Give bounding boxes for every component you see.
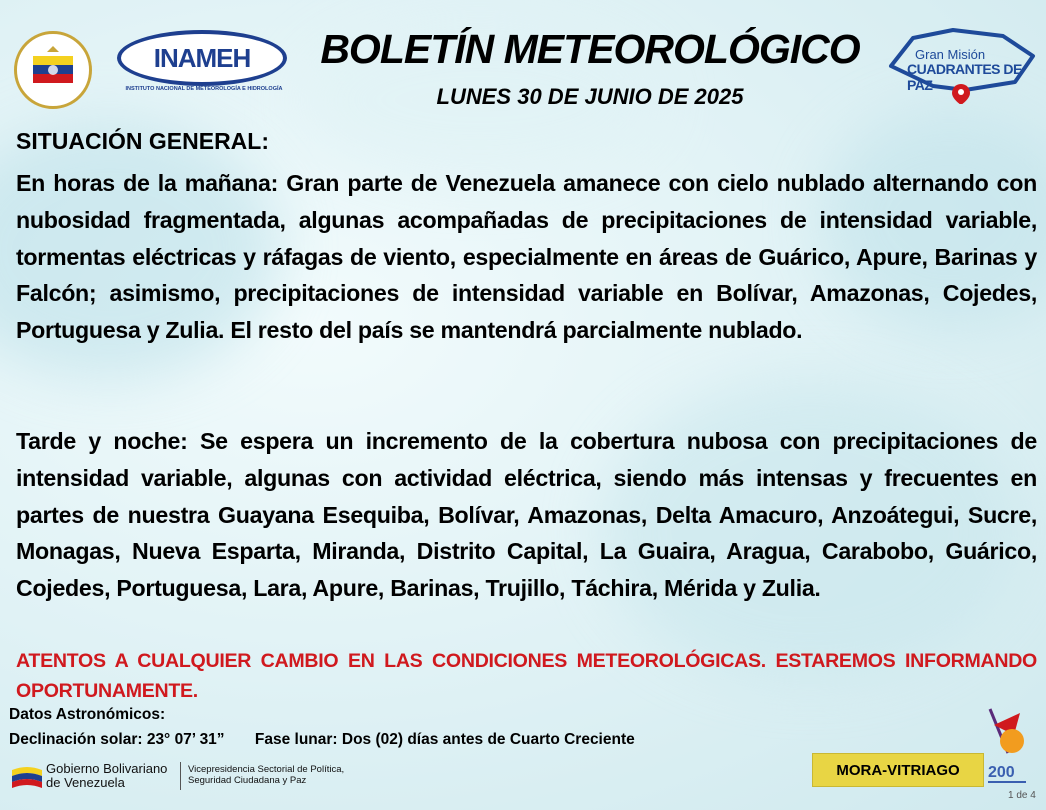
mision-cuadrantes-logo: [883, 26, 1043, 104]
astronomy-data: [9, 731, 635, 749]
evening-forecast: Tarde y noche: Se espera un incremento de la cobertura nubosa con precipitaciones de intensidad variable, algunas con actividad eléctrica, siendo más intensas y frecuentes en partes de nuestra Guayana Esequiba, Bolívar, Amazonas, Delta Amacuro, Anzoátegui, Sucre, Monagas, Nueva Esparta, Miranda, Distrito Capital, La Guaira, Aragua, Carabobo, Guárico, Cojedes, Portuguesa, Lara, Apure, Barinas, Trujillo, Táchira, Mérida y Zulia.: [16, 428, 1037, 602]
morning-forecast: En horas de la mañana: Gran parte de Venezuela amanece con cielo nublado alternando con nubosidad fragmentada, algunas acompañadas de precipitaciones de intensidad variable, tormentas eléctricas y ráfagas de viento, especialmente en áreas de Guárico, Apure, Barinas y Falcón; asimismo, precipitaciones de intensidad variable en Bolívar, Amazonas, Cojedes, Portuguesa y Zulia. El resto del país se mantendrá parcialmente nublado.: [16, 170, 1037, 344]
divider: [180, 762, 181, 790]
svg-text:200: 200: [988, 764, 1015, 781]
government-name: Gobierno Bolivariano de Venezuela: [46, 761, 168, 790]
page-title: BOLETÍN METEOROLÓGICO: [320, 26, 860, 72]
bicentennial-logo-icon: [984, 705, 1030, 795]
solar-declination: Declinación solar: 23° 07’ 31”: [9, 731, 225, 748]
alert-message: ATENTOS A CUALQUIER CAMBIO EN LAS CONDICIONES METEOROLÓGICAS. ESTAREMOS INFORMANDO OPORTUNAMENTE.: [16, 650, 1037, 702]
vicepresidency-name: Vicepresidencia Sectorial de Política, Seguridad Ciudadana y Paz: [188, 764, 345, 786]
section-heading: SITUACIÓN GENERAL:: [16, 128, 269, 154]
author-badge: MORA-VITRIAGO: [812, 753, 984, 787]
inameh-logo: [117, 30, 287, 86]
mision-line1: Gran Misión: [915, 47, 986, 62]
mision-line2: CUADRANTES DE PAZ: [907, 61, 1022, 93]
bulletin-date: LUNES 30 DE JUNIO DE 2025: [436, 84, 744, 109]
inameh-subtitle: INSTITUTO NACIONAL DE METEOROLOGÍA E HIDROLOGÍA: [125, 86, 283, 92]
flag-icon: [12, 764, 42, 788]
page-number: 1 de 4: [1008, 790, 1036, 801]
moon-phase: Fase lunar: Dos (02) días antes de Cuarto Creciente: [254, 731, 635, 748]
inameh-logo-text: INAMEH: [153, 42, 251, 73]
astronomy-title: Datos Astronómicos:: [9, 706, 166, 723]
ministry-emblem: [14, 31, 92, 109]
government-logo: [10, 760, 380, 796]
venezuela-shield-icon: [17, 34, 89, 106]
